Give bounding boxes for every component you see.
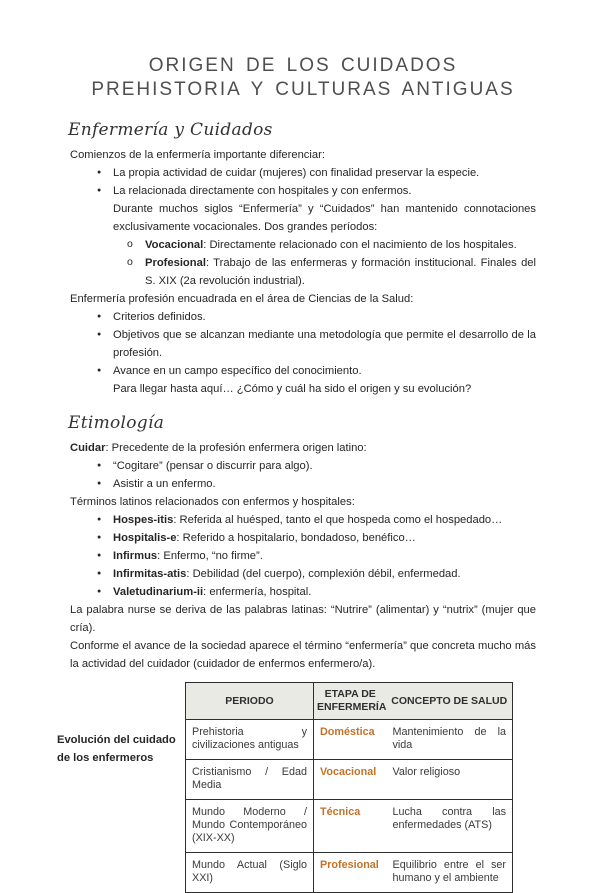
list-item-continuation: Para llegar hasta aquí… ¿Cómo y cuál ha sido el origen y su evolución? — [113, 383, 472, 395]
bullet-dot-icon: ● — [97, 367, 102, 374]
latin-term-desc: : Enfermo, “no firme”. — [157, 550, 263, 562]
bullet-dot-icon: ● — [97, 462, 102, 469]
table-row — [186, 800, 513, 853]
evolution-table — [185, 682, 513, 893]
term-profesional-desc: : Trabajo de las enfermeras y formación institucional. Finales del S. XIX (2a revolución industrial). — [145, 257, 536, 287]
latin-term-desc: : enfermería, hospital. — [203, 586, 312, 598]
bullet-dot-icon: ● — [97, 480, 102, 487]
cell-concepto: Lucha contra las enfermedades (ATS) — [387, 800, 513, 853]
latin-term-item — [70, 529, 536, 547]
paragraph-nurse: La palabra nurse se deriva de las palabras latinas: “Nutrire” (alimentar) y “nutrix” (mujer que cría). — [70, 604, 536, 634]
column-header-concepto: CONCEPTO DE SALUD — [387, 683, 513, 720]
paragraph-intro: Comienzos de la enfermería importante diferenciar: — [70, 149, 325, 161]
paragraph-cuidar — [70, 439, 536, 457]
cell-concepto: Equilibrio entre el ser humano y el ambiente — [387, 853, 513, 893]
list-item — [70, 164, 536, 182]
sub-list-item-text — [145, 236, 536, 254]
list-item — [70, 457, 536, 475]
list-item-continuation: Durante muchos siglos “Enfermería” y “Cuidados” han mantenido connotaciones exclusivamente vocacionales. Dos grandes períodos: — [113, 203, 536, 233]
latin-term-desc: : Referido a hospitalario, bondadoso, benéfico… — [176, 532, 416, 544]
bullet-dot-icon: ● — [97, 169, 102, 176]
term-cuidar-desc: : Precedente de la profesión enfermera origen latino: — [105, 442, 367, 454]
table-row — [186, 760, 513, 800]
evolution-side-label: Evolución del cuidado de los enfermeros — [57, 734, 176, 764]
paragraph-conforme: Conforme el avance de la sociedad aparece el término “enfermería” que concreta mucho más la actividad del cuidador (cuidador de enfermos enfermero/a). — [70, 640, 536, 670]
list-item-text: La relacionada directamente con hospitales y con enfermos. — [113, 185, 412, 197]
latin-term: Infirmus — [113, 550, 158, 562]
list-item — [70, 182, 536, 200]
bullet-circle-icon: o — [127, 238, 133, 250]
list-item — [70, 308, 536, 326]
cell-etapa: Vocacional — [314, 760, 387, 800]
column-header-periodo: PERIODO — [186, 683, 314, 720]
bullet-dot-icon: ● — [97, 552, 102, 559]
list-item-text: “Cogitare” (pensar o discurrir para algo). — [113, 460, 313, 472]
table-row — [186, 720, 513, 760]
latin-term-text — [113, 511, 536, 529]
cell-periodo: Mundo Actual (Siglo XXI) — [186, 853, 314, 893]
table-row — [186, 853, 513, 893]
bullet-dot-icon: ● — [97, 313, 102, 320]
list-item — [70, 362, 536, 380]
section-heading-etimologia: Etimología — [68, 413, 165, 433]
latin-term-text — [113, 529, 536, 547]
list-item-text: Avance en un campo específico del conocimiento. — [113, 365, 362, 377]
latin-term-desc: : Debilidad (del cuerpo), complexión débil, enfermedad. — [186, 568, 461, 580]
sub-list-item — [70, 236, 536, 254]
latin-term-text — [113, 547, 536, 565]
column-header-etapa: ETAPA DE ENFERMERÍA — [314, 683, 387, 720]
bullet-dot-icon: ● — [97, 570, 102, 577]
list-item-text: La propia actividad de cuidar (mujeres) con finalidad preservar la especie. — [113, 167, 480, 179]
bullet-dot-icon: ● — [97, 516, 102, 523]
bullet-circle-icon: o — [127, 256, 133, 268]
latin-term-text — [113, 565, 536, 583]
document-title-line2: PREHISTORIA Y CULTURAS ANTIGUAS — [91, 79, 515, 100]
bullet-dot-icon: ● — [97, 534, 102, 541]
latin-term: Valetudinarium-ii — [113, 586, 204, 598]
cell-periodo: Prehistoria y civilizaciones antiguas — [186, 720, 314, 760]
list-item-text: Objetivos que se alcanzan mediante una metodología que permite el desarrollo de la profesión. — [113, 329, 536, 359]
latin-term: Hospitalis-e — [113, 532, 177, 544]
cell-etapa: Profesional — [314, 853, 387, 893]
list-item — [70, 475, 536, 493]
latin-term-desc: : Referida al huésped, tanto el que hospeda como el hospedado… — [173, 514, 503, 526]
term-vocacional: Vocacional — [145, 239, 204, 251]
evolution-block — [57, 682, 536, 893]
cell-periodo: Cristianismo / Edad Media — [186, 760, 314, 800]
list-item-text: Criterios definidos. — [113, 311, 206, 323]
table-header-row — [186, 683, 513, 720]
latin-term-item — [70, 511, 536, 529]
latin-term-item — [70, 565, 536, 583]
cell-periodo: Mundo Moderno / Mundo Contemporáneo (XIX-XX) — [186, 800, 314, 853]
bullet-dot-icon: ● — [97, 588, 102, 595]
term-profesional: Profesional — [145, 257, 206, 269]
document-title — [70, 54, 536, 102]
sub-list-item — [70, 254, 536, 290]
section-heading-enfermeria-y-cuidados: Enfermería y Cuidados — [68, 120, 273, 140]
latin-term-item — [70, 547, 536, 565]
latin-term-text — [113, 583, 536, 601]
bullet-dot-icon: ● — [97, 331, 102, 338]
latin-term-item — [70, 583, 536, 601]
list-item — [70, 326, 536, 362]
cell-concepto: Valor religioso — [387, 760, 513, 800]
list-item-text: Asistir a un enfermo. — [113, 478, 216, 490]
term-vocacional-desc: : Directamente relacionado con el nacimiento de los hospitales. — [203, 239, 517, 251]
cell-concepto: Mantenimiento de la vida — [387, 720, 513, 760]
paragraph-profesion: Enfermería profesión encuadrada en el área de Ciencias de la Salud: — [70, 293, 414, 305]
latin-term: Infirmitas-atis — [113, 568, 187, 580]
bullet-dot-icon: ● — [97, 187, 102, 194]
term-cuidar: Cuidar — [70, 442, 106, 454]
cell-etapa: Doméstica — [314, 720, 387, 760]
paragraph-terminos-intro: Términos latinos relacionados con enfermos y hospitales: — [70, 496, 355, 508]
document-title-line1: ORIGEN DE LOS CUIDADOS — [148, 55, 458, 76]
latin-term: Hospes-itis — [113, 514, 174, 526]
cell-etapa: Técnica — [314, 800, 387, 853]
sub-list-item-text — [145, 254, 536, 290]
